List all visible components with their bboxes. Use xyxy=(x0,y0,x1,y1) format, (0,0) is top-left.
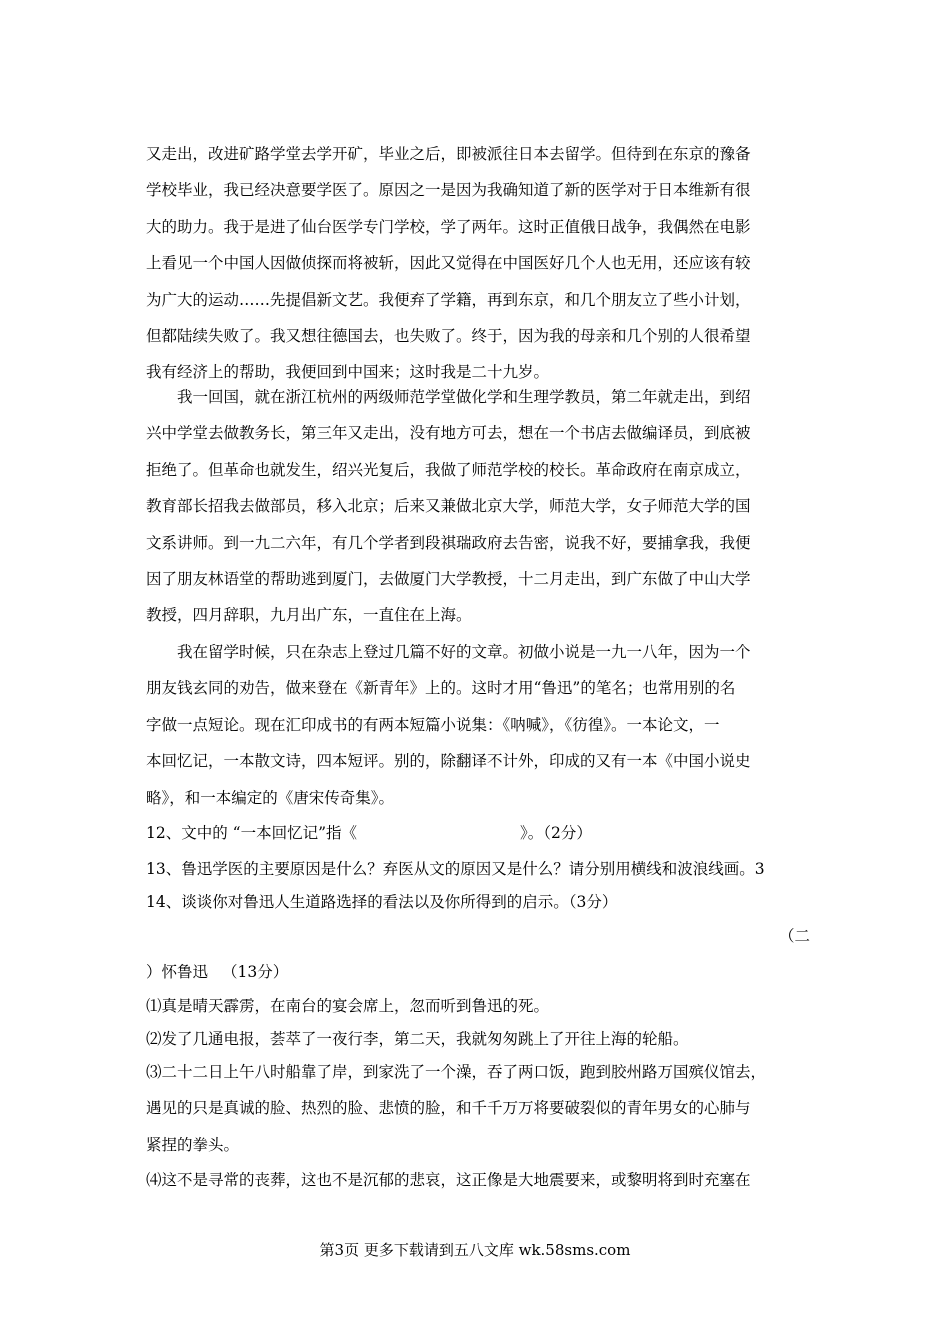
text-line: 学校毕业，我已经决意要学医了。原因之一是因为我确知道了新的医学对于日本维新有很 xyxy=(146,181,751,200)
text-line: 因了朋友林语堂的帮助逃到厦门，去做厦门大学教授，十二月走出，到广东做了中山大学 xyxy=(146,569,751,588)
text-line: 但都陆续失败了。我又想往德国去，也失败了。终于，因为我的母亲和几个别的人很希望 xyxy=(146,326,751,345)
paragraph-biography-3 xyxy=(146,634,810,816)
question-12-prefix: 12、文中的 “一本回忆记”指《 xyxy=(146,824,357,842)
text-line: 本回忆记，一本散文诗，四本短评。别的，除翻译不计外，印成的又有一本《中国小说史 xyxy=(146,752,751,771)
section-title: ）怀鲁迅 xyxy=(146,963,209,981)
passage-item-2: ⑵发了几通电报，荟萃了一夜行李，第二天，我就匆匆跳上了开往上海的轮船。 xyxy=(146,1030,689,1048)
section-number: （二 xyxy=(778,927,810,945)
text-line: 兴中学堂去做教务长，第三年又走出，没有地方可去，想在一个书店去做编译员，到底被 xyxy=(146,424,751,443)
text-line: 字做一点短论。现在汇印成书的有两本短篇小说集：《呐喊》，《彷徨》。一本论文，一 xyxy=(146,715,720,734)
text-line: 教授，四月辞职，九月出广东，一直住在上海。 xyxy=(146,606,472,625)
text-line: 拒绝了。但革命也就发生，绍兴光复后，我做了师范学校的校长。革命政府在南京成立， xyxy=(146,460,751,479)
text-line: 大的助力。我于是进了仙台医学专门学校，学了两年。这时正值俄日战争，我偶然在电影 xyxy=(146,217,751,236)
text-line: 略》，和一本编定的《唐宋传奇集》。 xyxy=(146,788,395,807)
text-line: 上看见一个中国人因做侦探而将被斩，因此又觉得在中国医好几个人也无用，还应该有较 xyxy=(146,254,751,273)
question-12-suffix: 》。（2分） xyxy=(520,824,592,842)
passage-item-1: ⑴真是晴天霹雳，在南台的宴会席上，忽而听到鲁迅的死。 xyxy=(146,997,550,1015)
text-line: 文系讲师。到一九二六年，有几个学者到段祺瑞政府去告密，说我不好，要捕拿我，我便 xyxy=(146,533,751,552)
text-line: 我有经济上的帮助，我便回到中国来；这时我是二十九岁。 xyxy=(146,363,550,382)
paragraph-biography-1 xyxy=(146,136,810,391)
question-14: 14、谈谈你对鲁迅人生道路选择的看法以及你所得到的启示。（3分） xyxy=(146,893,618,911)
text-line: ⑶二十二日上午八时船靠了岸，到家洗了一个澡，吞了两口饭，跑到胶州路万国殡仪馆去， xyxy=(146,1063,767,1081)
question-12 xyxy=(146,823,810,843)
text-line: 紧捏的拳头。 xyxy=(146,1135,240,1154)
passage-item-4: ⑷这不是寻常的丧葬，这也不是沉郁的悲哀，这正像是大地震要来，或黎明将到时充塞在 xyxy=(146,1171,751,1189)
text-line: 我在留学时候，只在杂志上登过几篇不好的文章。初做小说是一九一八年，因为一个 xyxy=(177,643,751,661)
page-footer: 第3页 更多下载请到五八文库 wk.58sms.com xyxy=(319,1241,631,1259)
text-line: 我一回国，就在浙江杭州的两级师范学堂做化学和生理学教员，第二年就走出，到绍 xyxy=(177,388,751,406)
text-line: 遇见的只是真诚的脸、热烈的脸、悲愤的脸，和千千万万将要破裂似的青年男女的心肺与 xyxy=(146,1099,751,1118)
text-line: 朋友钱玄同的劝告，做来登在《新青年》上的。这时才用“鲁迅”的笔名；也常用别的名 xyxy=(146,679,736,698)
paragraph-biography-2 xyxy=(146,379,810,634)
text-line: 又走出，改进矿路学堂去学开矿，毕业之后，即被派往日本去留学。但待到在东京的豫备 xyxy=(146,145,751,163)
passage-item-3 xyxy=(146,1054,810,1163)
section-score: （13分） xyxy=(222,963,289,981)
text-line: 为广大的运动……先提倡新文艺。我便弃了学籍，再到东京，和几个朋友立了些小计划， xyxy=(146,290,751,309)
text-line: 教育部长招我去做部员，移入北京；后来又兼做北京大学，师范大学，女子师范大学的国 xyxy=(146,497,751,516)
question-13: 13、鲁迅学医的主要原因是什么？弃医从文的原因又是什么？请分别用横线和波浪线画。3 xyxy=(146,860,765,878)
section-heading xyxy=(146,962,810,982)
